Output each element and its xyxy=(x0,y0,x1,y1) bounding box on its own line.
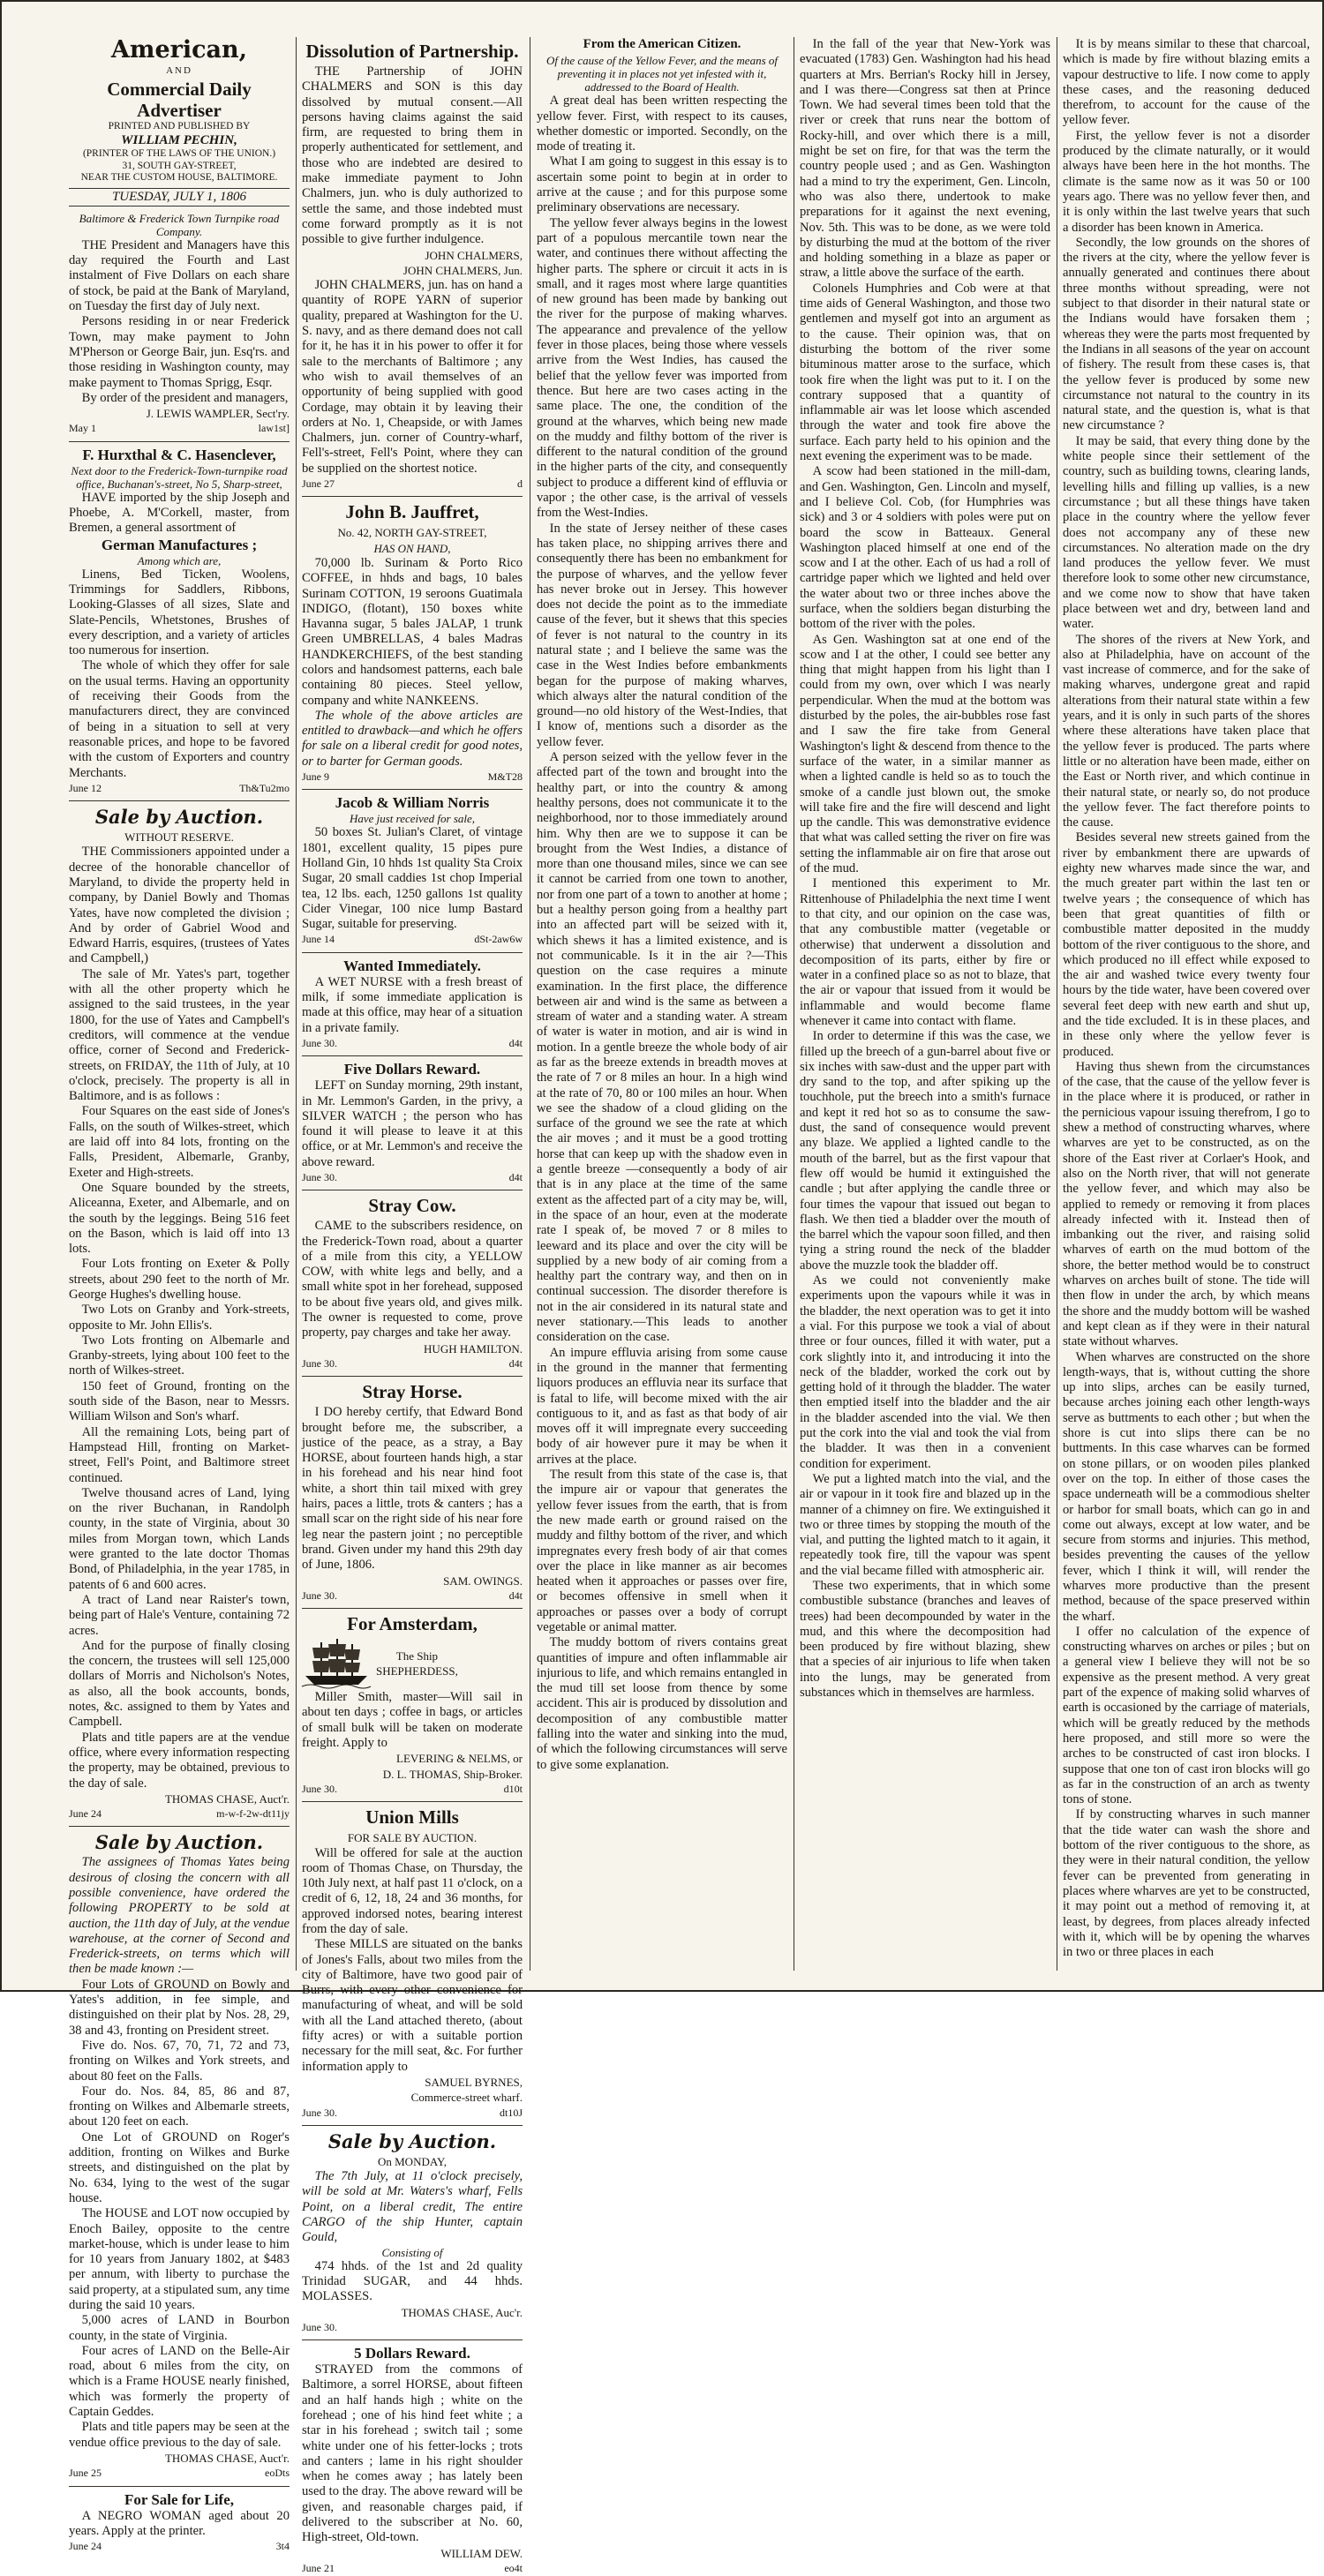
auction1-code: m-w-f-2w-dt11jy xyxy=(216,1807,290,1821)
essay-paragraph: These two experiments, that in which some combustible substance (branches and leaves of trees) had been decompounded by water in the mud, and this where the decomposition had been produced by fire without blazing, shew that a species of air injurious to life when taken into the lungs, may be generated from substances which in themselves are harmless. xyxy=(800,1578,1050,1701)
for-sale-dateline xyxy=(69,2539,290,2554)
divider xyxy=(302,1608,523,1609)
hurxthal-list: Linens, Bed Ticken, Woolens, Trimmings for Saddlers, Ribbons, Looking-Glasses of all sizes, Slate and Slate-Pencils, Whetstones, Brushes of every description, and a variety of articles too numerous for insertion. xyxy=(69,567,290,658)
auction3-signer: THOMAS CHASE, Auc'r. xyxy=(401,2305,523,2319)
five-reward-dateline xyxy=(302,1170,523,1185)
amsterdam-body: Miller Smith, master—Will sail in about ten days ; coffee in bags, or articles of small bulk will be taken on moderate freight. Apply to xyxy=(302,1690,523,1751)
column-3 xyxy=(531,37,793,1972)
wanted-code: d4t xyxy=(508,1036,523,1049)
amsterdam-agent-1: LEVERING & NELMS, or xyxy=(396,1752,523,1766)
stray-cow-heading: Stray Cow. xyxy=(368,1195,456,1217)
divider xyxy=(302,1055,523,1056)
masthead-and: AND xyxy=(166,65,192,76)
issue-date: TUESDAY, JULY 1, 1806 xyxy=(69,188,290,207)
column-4 xyxy=(794,37,1056,1972)
jauffret-heading: John B. Jauffret, xyxy=(345,501,479,523)
stray-horse-signer: SAM. OWINGS. xyxy=(443,1573,523,1588)
norris-code: dSt-2aw6w xyxy=(474,933,523,946)
stray-horse-code: d4t xyxy=(508,1588,523,1602)
divider xyxy=(302,2339,523,2340)
auction1-body-10: Twelve thousand acres of Land, lying on the river Buchanan, in Randolph county, in the state of Virginia, about 30 miles from Morgan town, which Lands were granted to the late doctor Thomas Bond, of Philadelphia, in the year 1785, in patents of 6 and 600 acres. xyxy=(69,1485,290,1592)
auction2-heading: Sale by Auction. xyxy=(94,1831,264,1854)
for-sale-heading: For Sale for Life, xyxy=(124,2490,234,2508)
auction2-body-4: One Lot of GROUND on Roger's addition, fronting on Wilkes and Burke streets, and distinguished on the plat by No. 634, lying to the west of the sugar house. xyxy=(69,2129,290,2205)
mills-code: dt10J xyxy=(499,2106,523,2119)
auction2-code: eoDts xyxy=(265,2467,290,2480)
essay-paragraph: An impure effluvia arising from some cause in the ground in the manner that fermenting liquors produces an effluvia near its surface that is fatal to life, will become mixed with the air contiguous to it, and as fast as that body of air moves off it will impregnate every succeeding body of air however pure it may be when it arrives at the place. xyxy=(537,1345,787,1467)
dissolution-dateline xyxy=(302,477,523,492)
essay-paragraph: We put a lighted match into the vial, and the air or vapour in it took fire and blazed up in the manner of a chimney on fire. We extinguished it two or three times by stopping the mouth of the vial, and putting the lighted match to it again, it repeatedly took fire, till the vapour was spent and the vial became filled with atmospheric air. xyxy=(800,1471,1050,1578)
ship-name: SHEPHERDESS, xyxy=(376,1664,458,1679)
auction2-signer: THOMAS CHASE, Auct'r. xyxy=(164,2451,290,2465)
hurxthal-dateline xyxy=(69,781,290,796)
auction2-dateline xyxy=(69,2466,290,2481)
amsterdam-heading: For Amsterdam, xyxy=(347,1613,478,1635)
divider xyxy=(302,1801,523,1802)
dissolution-body: THE Partnership of JOHN CHALMERS and SON is this day dissolved by mutual consent.—All persons having claims against the said firm, are requested to bring them in properly authenticated for settlement, and those who are indebted are desired to make immediate payment to John Chalmers, jun. who is duly authorized to settle the same, and those indebted must come forward promptly as it is not possible to give further indulgence. xyxy=(302,64,523,247)
masthead xyxy=(69,37,290,207)
column-2 xyxy=(297,37,528,2574)
stray-horse-body: I DO hereby certify, that Edward Bond brought before me, the subscriber, a justice of the peace, as a stray, a Bay HORSE, about fourteen hands high, a star in his forehead and his near hind foot white, a short thin tail mixed with grey hairs, paces a little, trots & canters ; has a small scar on the right side of his near fore leg near the pastern joint ; no perceptible brand. Given under my hand this 29th day of June, 1806. xyxy=(302,1405,523,1573)
auction2-body-8: Plats and title papers may be seen at the vendue office previous to the day of sale. xyxy=(69,2420,290,2450)
mills-heading: Union Mills xyxy=(365,1806,459,1829)
wanted-dateline xyxy=(302,1036,523,1051)
amsterdam-date: June 30. xyxy=(302,1782,337,1795)
printer-role: (PRINTER OF THE LAWS OF THE UNION.) xyxy=(82,148,276,160)
auction3-on: On MONDAY, xyxy=(377,2154,448,2168)
divider xyxy=(302,1376,523,1377)
essay-paragraphs-final xyxy=(1063,37,1310,1960)
auction3-date: June 30. xyxy=(302,2320,337,2333)
dissolution-signer-2: JOHN CHALMERS, Jun. xyxy=(402,263,523,277)
ship-text xyxy=(376,1648,458,1679)
essay-paragraph: As we could not conveniently make experiments upon the vapours while it was in the bladder, the next operation was to get it into a vial. For this purpose we took a vial of about three or four ounces, filled it with water, put a cork slightly into it, and introducing it into the neck of the bladder, worked the cork out by getting hold of it through the bladder. The water then emptied itself into the bladder and the air in the bladder ascended into the vial. We then put the cork into the vial and took the vial from the bladder. It was then in a convenient condition for experiment. xyxy=(800,1273,1050,1471)
dissolution-code: d xyxy=(517,477,523,491)
five-reward-heading: Five Dollars Reward. xyxy=(343,1061,481,1078)
hurxthal-sub: Next door to the Frederick-Town-turnpike road office, Buchanan's-street, No 5, Sharp-street, xyxy=(71,463,288,491)
auction3-dateline xyxy=(302,2320,523,2335)
stray-cow-signer: HUGH HAMILTON. xyxy=(424,1341,523,1356)
for-sale-date: June 24 xyxy=(69,2540,102,2553)
norris-sub: Have just received for sale, xyxy=(349,812,476,826)
auction1-body-8: 150 feet of Ground, fronting on the south side of the Bason, near to Messrs. William Wilson and Son's wharf. xyxy=(69,1378,290,1424)
auction2-body-5: The HOUSE and LOT now occupied by Enoch Bailey, opposite to the centre market-house, which is under lease to him for 10 years from January 1802, at $483 per annum, with liberty to purchase the said property, at a stipulated sum, any time during the said 10 years. xyxy=(69,2206,290,2312)
auction1-body-13: Plats and title papers are at the vendue office, where every information respecting the property, may be obtained, previous to the day of sale. xyxy=(69,1730,290,1791)
jauffret-date: June 9 xyxy=(302,770,329,784)
five2-body: STRAYED from the commons of Baltimore, a sorrel HORSE, about fifteen and an half hands high ; white on the forehead ; one of his hind feet white ; a star in his forehead ; switch tail ; some white under one of his fetter-locks ; trots and canters ; lame in his right shoulder when he comes away ; has lately been used to the dray. The above reward will be given, and reasonable charges paid, if delivered to the subscriber at No. 60, High-street, Old-town. xyxy=(302,2362,523,2545)
auction2-intro: The assignees of Thomas Yates being desirous of closing the concern with all possible convenience, have ordered the following PROPERTY to be sold at auction, the 11th day of July, at the vendue warehouse, at the corner of Second and Frederick-streets, on terms which will then be made known :— xyxy=(69,1855,290,1977)
for-sale-body: A NEGRO WOMAN aged about 20 years. Apply at the printer. xyxy=(69,2508,290,2538)
mills-signer-2: Commerce-street wharf. xyxy=(410,2091,523,2105)
dissolution-body-2: JOHN CHALMERS, jun. has on hand a quantity of ROPE YARN of superior quality, prepared at Washington for the U. S. navy, and as there demand does not call for it, he has it in his power to offer it for sale to the merchants of Baltimore ; any who wish to avail themselves of an opportunity of being supplied with good Cordage, may obtain it by leaving their orders at No. 1, Cheapside, or with James Chalmers, jun. corner of Country-wharf, Fell's-street, Fell's Point, where they can be supplied on the shortest notice. xyxy=(302,278,523,476)
jauffret-address: No. 42, NORTH GAY-STREET, xyxy=(337,526,487,540)
auction2-body-6: 5,000 acres of LAND in Bourbon county, in the state of Virginia. xyxy=(69,2313,290,2343)
turnpike-order: By order of the president and managers, xyxy=(81,390,289,405)
five-reward-body: LEFT on Sunday morning, 29th instant, in Mr. Lemmon's Garden, in the privy, a SILVER WATCH ; the person who has found it will please to leave it at this office, or at Mr. Lemmon's and receive the above reward. xyxy=(302,1078,523,1169)
wanted-body: A WET NURSE with a fresh breast of milk, if some immediate application is made at this office, may hear of a situation in a private family. xyxy=(302,974,523,1035)
five2-signer: WILLIAM DEW. xyxy=(440,2546,523,2560)
jauffret-body-2: The whole of the above articles are entitled to drawback—and which he offers for sale on a liberal credit for good notes, or to barter for German goods. xyxy=(302,708,523,769)
auction1-signer: THOMAS CHASE, Auct'r. xyxy=(164,1791,290,1806)
mills-dateline xyxy=(302,2106,523,2121)
hurxthal-body-2: The whole of which they offer for sale on the usual terms. Having an opportunity of receiving their Goods from the manufacturers direct, they are convinced of being in a situation to sell at very reasonable prices, and hope to be favored with the custom of Exporters and country Merchants. xyxy=(69,658,290,780)
auction1-body-2: The sale of Mr. Yates's part, together with all the other property which he assigned to the said trustees, in the year 1800, for the use of Yates and Campbell's creditors, will commence at the vendue office, corner of Second and Frederick-streets, on FRIDAY, the 11th of July, at 10 o'clock, precisely. The property is all in Baltimore, and is as follows : xyxy=(69,966,290,1104)
stray-horse-date: June 30. xyxy=(302,1588,337,1602)
auction3-body-2: 474 hhds. of the 1st and 2d quality Trinidad SUGAR, and 44 hhds. MOLASSES. xyxy=(302,2258,523,2304)
stray-cow-body: CAME to the subscribers residence, on the Frederick-Town road, about a quarter of a mile from this city, a YELLOW COW, with white legs and belly, and a small white spot in her forehead, supposed to be about five years old, and gives milk. The owner is requested to come, prove property, pay charges and take her away. xyxy=(302,1219,523,1341)
norris-dateline xyxy=(302,932,523,947)
essay-paragraph: I mentioned this experiment to Mr. Rittenhouse of Philadelphia the next time I went to that city, and our opinion on the case was, that any combustible matter (vegetable or otherwise) that underwent a dissolution and decomposition of its parts, either by fire or water in a confined place so as not to blaze, that the air or vapour that issued from it would be inflammable and would become flame whenever it came into contact with flame. xyxy=(800,876,1050,1028)
essay-paragraph: When wharves are constructed on the shore length-ways, that is, without cutting the shore up into slips, arches can be easily turned, because arches joining each other length-ways serve as buttments to each other ; but when the shore is cut into slips there can be no buttments. In this case wharves can be formed on stone pillars, or on wooden piles planked over on the top. In either of those cases the space underneath will be a commodious shelter or harbor for small boats, which can go in and come out always, except at low water, and be secure from storms and injuries. This method, besides preventing the causes of the yellow fever, which I think it will, will render the wharves more productive than the present method, because of the space preserved within the wharf. xyxy=(1063,1349,1310,1624)
essay-paragraph: What I am going to suggest in this essay is to ascertain some point to begin at in order to arrive at the cause ; and for this purpose some preliminary observations are necessary. xyxy=(537,154,787,215)
auction1-body-9: All the remaining Lots, being part of Hampstead Hill, fronting on Market-street, Fell's Point, and Baltimore street continued. xyxy=(69,1424,290,1485)
essay-paragraph: It is by means similar to these that charcoal, which is made by fire without blazing emits a vapour destructive to life. I now come to apply these cases, and the reasoning deduced therefrom, to account for the cause of the yellow fever. xyxy=(1063,37,1310,128)
stray-cow-code: d4t xyxy=(508,1356,523,1370)
ship-label: The Ship xyxy=(395,1648,439,1663)
auction2-body-7: Four acres of LAND on the Belle-Air road, about 6 miles from the city, on which is a Frame HOUSE nearly finished, which was formerly the property of Captain Geddes. xyxy=(69,2343,290,2420)
essay-paragraph: The result from this state of the case is, that the impure air or vapour that generates the yellow fever issues from the earth, that is from the new made earth or ground raised on the muddy and filthy bottom of the river, and which impregnates every fresh body of air that comes over the place in like manner as air becomes heated when it approaches or passes over fire, or becomes offensive in smell when it approaches or passes over a body of corrupt vegetable or animal matter. xyxy=(537,1468,787,1634)
dissolution-signer-1: JOHN CHALMERS, xyxy=(425,248,523,262)
wanted-heading: Wanted Immediately. xyxy=(343,957,481,974)
five2-date: June 21 xyxy=(302,2561,335,2574)
auction3-body: The 7th July, at 11 o'clock precisely, will be sold at Mr. Waters's wharf, Fells Point, on a liberal credit, The entire CARGO of the ship Hunter, captain Gould, xyxy=(302,2169,523,2245)
mills-date: June 30. xyxy=(302,2106,337,2119)
hurxthal-date: June 12 xyxy=(69,781,102,794)
turnpike-body: THE President and Managers have this day required the Fourth and Last instalment of Five Dollars on each share of stock, be paid at the Bank of Maryland, on Tuesday the first day of July next. xyxy=(69,237,290,314)
auction1-body-3: Four Squares on the east side of Jones's Falls, on the south of Wilkes-street, which are laid off into 84 lots, fronting on the Falls, President, Albemarle, Granby, Exeter and High-streets. xyxy=(69,1104,290,1180)
auction1-body-6: Two Lots on Granby and York-streets, opposite to Mr. John Ellis's. xyxy=(69,1303,290,1333)
essay-paragraph: In the state of Jersey neither of these cases has taken place, no shipping arrives there and consequently there has been no embankment for the purpose of wharves, and the yellow fever has never broke out in Jersey. This however does not decide the point as to the immediate cause of the fever, but it shews that this species of fever is not natural to the country in its natural state ; and I believe the same was the case in the West Indies before embankments began for the purpose of making wharves, which always alter the natural condition of the ground—no old history of the West-Indies, that I know of, mentions such a disorder as the yellow fever. xyxy=(537,521,787,749)
essay-paragraph: First, the yellow fever is not a disorder produced by the climate naturally, or it would always have been here in the hot months. The climate is the same now as it was 50 or 100 years ago. There was no yellow fever then, and it is only within the last twelve years that such a disorder has been known in America. xyxy=(1063,128,1310,235)
essay-paragraph: The yellow fever always begins in the lowest part of a populous mercantile town near the water, and continues there without affecting the higher parts. The sphere or circuit it acts in is small, and it rages most where large quantities of new ground has been made by banking out the river for the purpose of making wharves. The appearance and prevalence of the yellow fever in those places, being those where vessels arrive from the West Indies, has caused the belief that the yellow fever was imported from thence. But here are two cases acting in the same place. The one, the condition of the ground at the wharves, which being new made on the muddy and filthy bottom of the river is different to the natural condition of the ground in the higher parts of the city, and consequently subject to produce a different kind of effluvia or vapor ; the other case, is the arrival of vessels from the West-Indies. xyxy=(537,215,787,521)
five2-heading: 5 Dollars Reward. xyxy=(354,2345,470,2362)
essay-paragraph: In the fall of the year that New-York was evacuated (1783) Gen. Washington had his head quarters at Mrs. Berrian's Rocky hill in Jersey, and I was there—Congress sat then at Prince Town. We had several times been told that the river or creek that runs near the bottom of Rocky-hill, and over which there is a mill, might be set on fire, for that was the term the country people used ; and as Gen. Washington had a mind to try the experiment, Gen. Lincoln, who was also there, undertook to make preparations for it against the next evening, Nov. 5th. This was to be done, as we were told by disturbing the mud at the bottom of the river and holding something in a blaze as paper or straw, a little above the surface of the earth. xyxy=(800,37,1050,281)
divider xyxy=(302,496,523,497)
auction2-body-2: Five do. Nos. 67, 70, 71, 72 and 73, fronting on Wilkes and York streets, and about 80 feet on the Falls. xyxy=(69,2038,290,2084)
auction1-body-7: Two Lots fronting on Albemarle and Granby-streets, lying about 100 feet to the north of Wilkes-street. xyxy=(69,1333,290,1378)
printer-address-2: NEAR THE CUSTOM HOUSE, BALTIMORE. xyxy=(80,172,278,184)
for-sale-code: 3t4 xyxy=(275,2540,290,2553)
jauffret-has: HAS ON HAND, xyxy=(373,541,451,555)
mills-body: Will be offered for sale at the auction room of Thomas Chase, on Thursday, the 10th July next, at half past 11 o'clock, on a credit of 6, 12, 18, 24 and 36 months, for approved indorsed notes, bearing interest from the day of sale. xyxy=(302,1845,523,1936)
auction2-body-3: Four do. Nos. 84, 85, 86 and 87, fronting on Wilkes and Albemarle streets, about 120 feet on each. xyxy=(69,2084,290,2129)
jauffret-dateline xyxy=(302,770,523,785)
amsterdam-code: d10t xyxy=(503,1782,523,1795)
auction1-sub: WITHOUT RESERVE. xyxy=(124,830,234,845)
hurxthal-among: Among which are, xyxy=(137,553,222,567)
turnpike-code: law1st] xyxy=(258,422,290,435)
auction1-dateline xyxy=(69,1806,290,1821)
printed-by: PRINTED AND PUBLISHED BY xyxy=(108,121,251,132)
essay-paragraph: If by constructing wharves in such manner that the tide water can wash the shore and bottom of the river contiguous to the shore, as they were in their natural condition, the yellow fever can be prevented from generating in places where wharves are yet to be constructed, it may point out a method of removing it, at least, by degrees, from places already infected with it, which will be by opening the wharves in two or three places in each xyxy=(1063,1807,1310,1960)
auction1-body-11: A tract of Land near Raister's town, being part of Hale's Venture, containing 72 acres. xyxy=(69,1592,290,1638)
mills-signer: SAMUEL BYRNES, xyxy=(425,2075,523,2089)
essay-paragraph: Secondly, the low grounds on the shores of the rivers at the city, where the yellow fever is annually generated and continues there about three months without spreading, were not subject to that disorder in their natural state or the Indians would have forsaken them ; whereas they were the parts most frequented by the Indians in all seasons of the year on account of fishery. The result from these cases is, that the yellow fever is produced by some new circumstance not natural to the country in its natural state, and the question is, what is that new circumstance ? xyxy=(1063,235,1310,433)
essay-paragraph: Colonels Humphries and Cob were at that time aids of General Washington, and those two gentlemen and myself got into an argument as to the cause. Their opinion was, that on disturbing the bottom of the river some bituminous matter arose to the surface, which took fire when the light was put to it. I on the contrary supposed that a quantity of inflammable air was let loose which ascended through the water and took fire above the surface. Each party held to his opinion and the next evening the experiment was to be made. xyxy=(800,281,1050,464)
auction1-body-5: Four Lots fronting on Exeter & Polly streets, about 290 feet to the north of Mr. George Hughes's dwelling house. xyxy=(69,1257,290,1302)
auction2-body: Four Lots of GROUND on Bowly and Yates's addition, in fee simple, and distinguished on their plat by Nos. 28, 29, 38 and 43, fronting on President street. xyxy=(69,1977,290,2038)
essay-source: From the American Citizen. xyxy=(583,37,741,51)
turnpike-heading: Baltimore & Frederick Town Turnpike road Company. xyxy=(79,211,280,238)
auction1-body-12: And for the purpose of finally closing the concern, the trustees will sell 125,000 dollars of Morris and Nicholson's Notes, as also, all the book accounts, bonds, notes, &c. assigned to them by Yates and Campbell. xyxy=(69,1638,290,1730)
jauffret-code: M&T28 xyxy=(487,770,523,784)
divider xyxy=(69,800,290,801)
ship-block xyxy=(302,1637,523,1690)
turnpike-dateline xyxy=(69,421,290,436)
stray-horse-heading: Stray Horse. xyxy=(362,1381,463,1403)
norris-body: 50 boxes St. Julian's Claret, of vintage 1801, excellent quality, 15 pipes pure Holland Gin, 10 hhds 1st quality Sta Croix Sugar, 20 small caddies 1st chop Imperial tea, 12 lbs. each, 1250 gallons 1st quality Cider Vinegar, 100 nice lump Bastard Sugar, suitable for preserving. xyxy=(302,825,523,932)
essay-paragraph: I offer no calculation of the expence of constructing wharves on arches or piles ; but on a general view I believe they will not be so expensive as the present method. A very great part of the expence of making solid wharves of earth is occasioned by the carriage of materials, which will be greatly reduced by the methods here proposed, and still more so were the arches to be constructed of cast iron blocks. I suppose that one ton of cast iron blocks will go as far in the construction of an arch as twenty tons of stone. xyxy=(1063,1624,1310,1807)
masthead-subtitle: Commercial Daily Advertiser xyxy=(107,79,252,122)
auction1-body-4: One Square bounded by the streets, Aliceanna, Exeter, and Albemarle, and on the south by the leggings. Being 516 feet on the Bason, which is laid off into 13 lots. xyxy=(69,1180,290,1257)
wanted-date: June 30. xyxy=(302,1036,337,1049)
dissolution-heading: Dissolution of Partnership. xyxy=(305,41,519,62)
amsterdam-agent-2: D. L. THOMAS, Ship-Broker. xyxy=(382,1767,523,1781)
hurxthal-goods: German Manufactures ; xyxy=(101,536,258,553)
ship-icon xyxy=(302,1637,371,1690)
divider xyxy=(69,441,290,442)
essay-paragraph: The shores of the rivers at New York, and also at Philadelphia, have on account of the vast increase of commerce, and for the sake of making wharves, undergone great and rapid alterations from their natural state within a few years, and it is only in such parts of the shores where these alterations have taken place that the yellow fever is produced. The parts where little or no alteration have been made, either on the East or North river, and which continue in their natural state, or nearly so, do not produce the yellow fever. The fact therefore points to the cause. xyxy=(1063,632,1310,830)
divider xyxy=(69,1826,290,1827)
printer-address: 31, SOUTH GAY-STREET, xyxy=(122,160,237,171)
norris-heading: Jacob & William Norris xyxy=(335,794,490,812)
column-5 xyxy=(1057,37,1315,1972)
stray-cow-date: June 30. xyxy=(302,1356,337,1370)
essay-paragraphs-continued xyxy=(800,37,1050,1701)
essay-paragraph: The muddy bottom of rivers contains great quantities of impure and often inflammable air injurious to life, and which remains entangled in the mud till set loose from thence by some accident. This air is produced by dissolution and decomposition of any combustible matter falling into the water and sinking into the mud, of which the following circumstances will serve to give some explanation. xyxy=(537,1635,787,1772)
divider xyxy=(302,2125,523,2126)
auction1-date: June 24 xyxy=(69,1807,102,1821)
essay-paragraph: In order to determine if this was the case, we filled up the breech of a gun-barrel about five or six inches with saw-dust and the upper part with dry sand to the top, and after spiking up the touchhole, put the breech into a smith's furnace and kept it red hot so as to consume the saw-dust, the sand of consequence would prevent any blaze. We applied a lighted candle to the mouth of the barrel, but as the first vapour that flew off would be humid it extinguished the candle ; but after applying the candle three or four times the vapour that issued out began to flash. We then tied a bladder over the mouth of the barrel which the vapour soon filled, and then tying a string round the neck of the bladder above the muzzle took the bladder off. xyxy=(800,1029,1050,1273)
essay-paragraph: Besides several new streets gained from the river by embankment there are upwards of eighty new wharves made since the war, and the much greater part within the last ten or twelve years ; the consequence of which has been that great quantities of filth or combustible matter deposited in the muddy bottom of the river contiguous to the shore, and which produced no ill effect while exposed to the air and washed twice every twenty four hours by the tide water, have been covered over several feet deep with new earth and shut up, and the tide excluded. It is in these places, and in these only where the yellow fever is produced. xyxy=(1063,830,1310,1059)
auction2-date: June 25 xyxy=(69,2467,102,2480)
five2-code: eo4t xyxy=(504,2561,523,2574)
five-reward-code: d4t xyxy=(508,1171,523,1183)
essay-paragraph: A person seized with the yellow fever in the affected part of the town and brought into the healthy part, or into the country & among healthy persons, does not communicate it to the neighborhood, nor to those immediately around him. Why then are we to suppose it can be brought from the West Indies, a distance of more than one thousand miles, since we can see it cannot be carried from one town to another, nor from one part of a town to another at home ; but a healthy person going from a healthy part into an affected part will be seized with it, which shews it has a limited existence, and is not communicable. Is it in the air ?—This question on the case requires a minute examination. In the first place, the difference between air and wind is the same as between a stream of water and a standing water. A stream of water is water in motion, and air is wind in motion. In a gentle breeze the whole body of air as far as the breeze extends in breadth moves at the rate of 7 or 8 miles an hour. In a high wind at the rate of 70, 80 or 100 miles an hour. When we see the shadow of a cloud gliding on the surface of the ground we see the rate at which the air moves ; and it must be a good trotting horse that can keep up with the shadow even in a gentle breeze —consequently a body of air that is in any place at the time of the same extent as the affected part of a city may be, will, in the space of an hour, even at the moderate rate I speak of, be moved 7 or 8 miles to leeward and its place and over the city will be supplied by a new body of air coming from a healthy part the contrary way, and then on in continual succession. The disorder therefore is not in the air considered in its natural state and never stationary.—This leads to another consideration on the case. xyxy=(537,750,787,1345)
divider xyxy=(302,789,523,790)
printer-name: WILLIAM PECHIN, xyxy=(121,132,237,147)
divider xyxy=(69,2486,290,2487)
norris-date: June 14 xyxy=(302,933,335,946)
auction1-body: THE Commissioners appointed under a decree of the honorable chancellor of Maryland, to divide the property held in company, by Daniel Bowly and Thomas Yates, have now completed the division ; And by order of Gabriel Wood and Edward Harris, esquires, (trustees of Yates and Campbell,) xyxy=(69,845,290,966)
jauffret-body: 70,000 lb. Surinam & Porto Rico COFFEE, in hhds and bags, 10 bales Surinam COTTON, 19 seroons Guatimala INDIGO, (flotant), 150 boxes white Havanna sugar, 5 bales JALAP, 1 trunk Green UMBRELLAS, 4 bales Madras HANDKERCHIEFS, of the best standing colors and handsomest patterns, each bale containing 80 pieces. Steel yellow, company and white NANKEENS. xyxy=(302,555,523,708)
stray-horse-dateline xyxy=(302,1588,523,1603)
auction1-heading: Sale by Auction. xyxy=(94,806,264,829)
five2-dateline xyxy=(302,2561,523,2576)
essay-paragraph: A scow had been stationed in the mill-dam, and Gen. Washington, Gen. Lincoln and myself, and I believe Col. Cob, (for Humphries was sick) and 3 or 4 soldiers with poles were put on board the scow in Batteaux. General Washington placed himself at one end of the scow and I at the other. Each of us had a roll of cartridge paper which we lighted and held over the water about two or three inches above the surface, when the soldiers began disturbing the bottom of the river with the poles. xyxy=(800,464,1050,632)
essay-paragraph: A great deal has been written respecting the yellow fever. First, with respect to its causes, whether domestic or imported. Secondly, on the mode of treating it. xyxy=(537,94,787,154)
essay-paragraphs xyxy=(537,94,787,1773)
column-1 xyxy=(64,36,295,2553)
divider xyxy=(302,952,523,953)
hurxthal-heading: F. Hurxthal & C. Hasenclever, xyxy=(82,446,276,463)
hurxthal-code: Th&Tu2mo xyxy=(239,781,290,794)
essay-paragraph: It may be said, that every thing done by the white people since their settlement of the country, such as building towns, clearing lands, levelling hills and filling up vallies, is a new circumstance ; but all these things have taken place in the country where the yellow fever does not accompany any of these new circumstances. No alteration made on the dry land produces the yellow fever. We must therefore look to some other new circumstance, and we come now to show that have taken place between wet and dry, between land and water. xyxy=(1063,433,1310,632)
five-reward-date: June 30. xyxy=(302,1171,337,1183)
mills-body-2: These MILLS are situated on the banks of Jones's Falls, about two miles from the city of Baltimore, have two good pair of Burrs, with every other convenience for manufacturing of wheat, and will be sold with all the Land attached thereto, (about fifty acres) or with a suitable portion necessary for the mill seat, &c. For further information apply to xyxy=(302,1937,523,2074)
turnpike-date: May 1 xyxy=(69,422,96,435)
essay-title: Of the cause of the Yellow Fever, and the means of preventing it in places not yet infested with it, addressed to the Board of Health. xyxy=(545,54,778,94)
essay-paragraph: Having thus shewn from the circumstances of the case, that the cause of the yellow fever is in the place where it is produced, or rather in the pernicious vapour issuing therefrom, I go to shew a method of constructing wharves, where wharves are yet to be constructed, as on the shore of the East river at Corlaer's Hook, and also on the North river, that will not generate the yellow fever, and which may also be applied to remedy or removing it from places already infected with it. Instead then of imbanking out the river, and raising solid wharves of earth on the mud bottom of the shore, the better method would be to construct wharves on arches built of stone. The tide will then flow in under the arch, by which means the shore and the muddy bottom will be washed and kept clean as if they were in their natural state without wharves. xyxy=(1063,1059,1310,1349)
masthead-title: American, xyxy=(110,36,248,64)
essay-paragraph: As Gen. Washington sat at one end of the scow and I at the other, I could see better any thing that might happen from his light than I could from my own, over which I was nearly perpendicular. When the mud at the bottom was disturbed by the poles, the air-bubbles rose fast and I saw the fire take from General Washington's light & descend from thence to the surface of the water, in a similar manner as when a lighted candle is held so as to touch the smoke of a candle just blown out, the smoke will take fire and the fire will descend and light up the candle. This was demonstrative evidence that what was called setting the river on fire was setting the inflammable air on fire that arose out of the mud. xyxy=(800,632,1050,876)
mills-sub: FOR SALE BY AUCTION. xyxy=(347,1831,478,1845)
amsterdam-dateline xyxy=(302,1782,523,1797)
hurxthal-body: HAVE imported by the ship Joseph and Phoebe, A. M'Corkell, master, from Bremen, a general assortment of xyxy=(69,490,290,536)
stray-cow-dateline xyxy=(302,1356,523,1371)
dissolution-date: June 27 xyxy=(302,477,335,491)
auction3-heading: Sale by Auction. xyxy=(327,2129,497,2152)
turnpike-body-2: Persons residing in or near Frederick Town, may make payment to John M'Pherson or George Bair, jun. Esq'rs. and those residing in Washington county, may make payment to Thomas Sprigg, Esqr. xyxy=(69,314,290,390)
turnpike-signer: J. LEWIS WAMPLER, Sect'ry. xyxy=(146,407,290,421)
auction3-consisting: Consisting of xyxy=(381,2245,443,2259)
